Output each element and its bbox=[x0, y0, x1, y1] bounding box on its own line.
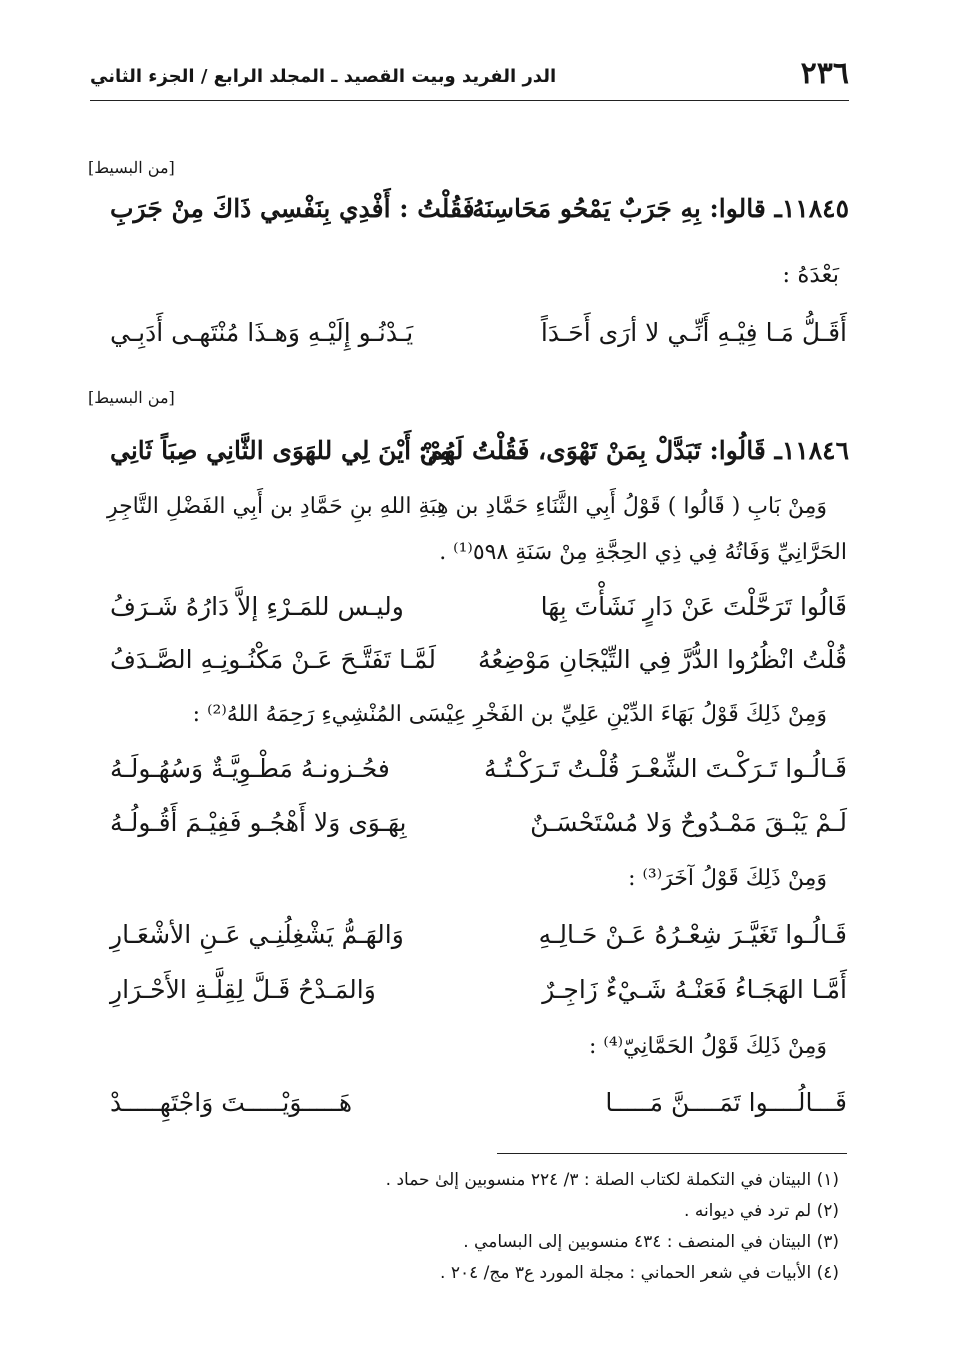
verse-line bbox=[110, 808, 847, 854]
after-label: بَعْدَهُ : bbox=[782, 262, 839, 288]
verse-line bbox=[110, 592, 847, 638]
verse-line bbox=[110, 1088, 847, 1134]
hemistich-first: ١١٨٤٥ـ قالوا: بِهِ جَرَبٌ يَمْحُو مَحَاسِنَهُ، bbox=[464, 194, 849, 223]
hemistich-first: قَـــالُــــوا تَمَــــنَّ مَـــــا bbox=[605, 1088, 847, 1117]
hemistich-first: أَمَّـا الهَجَـاءُ فَعَنْـهُ شَـيْءٌ زَاجِـرٌ bbox=[542, 975, 847, 1004]
footnotes bbox=[386, 1170, 839, 1294]
footnote-divider bbox=[497, 1153, 847, 1154]
footnote-2: (٢) لم ترد في ديوانه . bbox=[684, 1201, 839, 1221]
prose-line: الحَرَّانِيِّ وَفَاتُهُ فِي ذِي الحِجَّةِ مِنْ سَنَةِ ٥٩٨⁽¹⁾ . bbox=[439, 540, 847, 565]
hemistich-second: بِهَـوَى وَلا أَهْجُـو فَفِيْـمَ أَقُـولُـهُ bbox=[110, 808, 407, 837]
hemistich-first: لَـمْ يَبْـقَ مَمْـدُوحٌ وَلا مُسْتَحْسَـنٌ bbox=[530, 808, 847, 837]
verse-11846 bbox=[110, 436, 849, 482]
hemistich-second: مِنْ أَيْنَ لِي للهَوَى الثَّانِي صِبَاً ثَانِي bbox=[110, 436, 453, 465]
hemistich-first: أَقَـلُّ مَـا فِيْـهِ أَنِّـي لا أرَى أَحَـدَاً bbox=[540, 318, 847, 347]
hemistich-second: وليـس للمَـرْءِ إلاَّ دَارُهُ شَـرَفُ bbox=[110, 592, 404, 621]
meter-label: [من البسيط] bbox=[88, 388, 175, 407]
running-title: الدر الفريد وبيت القصيد ـ المجلد الرابع / الجزء الثاني bbox=[90, 66, 557, 87]
hemistich-second: يَـدْنُـو إِلَيْـهِ وَهـذَا مُنْتَهـى أَدَبِـي bbox=[110, 318, 414, 347]
verse-line bbox=[110, 645, 847, 691]
hemistich-second: لَمَّـا تَفَتَّـحَ عَـنْ مَكْنُـونِـهِ الصَّـدَفُ bbox=[110, 645, 436, 674]
prose-line: وَمِنْ ذَلِكَ قَوْلُ آخَرَ⁽³⁾ : bbox=[628, 866, 827, 891]
hemistich-first: قَـالُـوا تَـرَكْـتَ الشِّعْـرَ قُلْـتُ تَـرَكْـتُـهُ bbox=[483, 754, 847, 783]
hemistich-second: فَقُلْتُ : أَفْدِي بِنَفْسِي ذَاكَ مِنْ جَرَبِ bbox=[110, 194, 475, 223]
hemistich-second: وَالمَـدْحُ قَـلَّ لِقِلَّـةِ الأَحْـرَارِ bbox=[110, 975, 376, 1004]
footnote-1: (١) البيتان في التكملة لكتاب الصلة : ٣/ ٢٢٤ منسوبين إلىٰ حماد . bbox=[385, 1170, 839, 1190]
page-header bbox=[90, 54, 849, 101]
hemistich-second: وَالهَـمُّ يَشْغِلُنِـي عَـنِ الأشْعَـارِ bbox=[110, 920, 404, 949]
verse-11845 bbox=[110, 194, 849, 240]
hemistich-second: هَـــــوَيْـــــتَ وَاجْتَهِـــــدْ bbox=[110, 1088, 353, 1117]
page-number: ٢٣٦ bbox=[800, 56, 849, 91]
hemistich-first: قُلْتُ انْظُرُوا الدُّرَّ فِي التِّيْجَانِ مَوْضِعُهُ bbox=[477, 645, 847, 674]
footnote-4: (٤) الأبيات في شعر الحماني : مجلة المورد ع٣ مج/ ٢٠٤ . bbox=[440, 1263, 839, 1283]
verse-line bbox=[110, 920, 847, 966]
prose-line: وَمِنْ ذَلِكَ قَوْلُ بَهَاءَ الدِّيْنِ عَلِيِّ بن الفَخْرِ عِيْسَى المُنْشِيءِ رَحِمَهُ اللهُ⁽²⁾ : bbox=[192, 702, 827, 727]
prose-line: وَمِنْ بَابِ ( قَالُوا ) قَوْلُ أَبِي الثَّنَاءِ حَمَّادِ بن هِبَةِ اللهِ بنِ حَمَّادِ بن أَبِي الفَضْلِ التَّاجِرِ bbox=[106, 494, 827, 519]
footnote-3: (٣) البيتان في المنصف : ٤٣٤ منسوبين إلى البسامي . bbox=[463, 1232, 839, 1252]
verse-line bbox=[110, 975, 847, 1021]
meter-label: [من البسيط] bbox=[88, 158, 175, 177]
verse-11845-b bbox=[110, 318, 847, 364]
hemistich-second: فحُـزونـهُ مَطْـوِيَّـةٌ وَسُهُـولَـهُ bbox=[110, 754, 390, 783]
prose-line: وَمِنْ ذَلِكَ قَوْلُ الحَمَّانِيّ⁽⁴⁾ : bbox=[589, 1034, 827, 1059]
hemistich-first: ١١٨٤٦ـ قَالُوا: تَبَدَّلْ بِمَنْ تَهْوَى، فَقُلْتُ لَهُمْ: bbox=[418, 436, 849, 465]
verse-line bbox=[110, 754, 847, 800]
hemistich-first: قَـالُـوا تَغَيَّـرَ شِعْـرُهُ عَـنْ حَـالِـهِ bbox=[538, 920, 847, 949]
hemistich-first: قَالُوا تَرَحَّلْتَ عَنْ دَارٍ نَشَأْتَ بِهَا bbox=[540, 592, 847, 621]
